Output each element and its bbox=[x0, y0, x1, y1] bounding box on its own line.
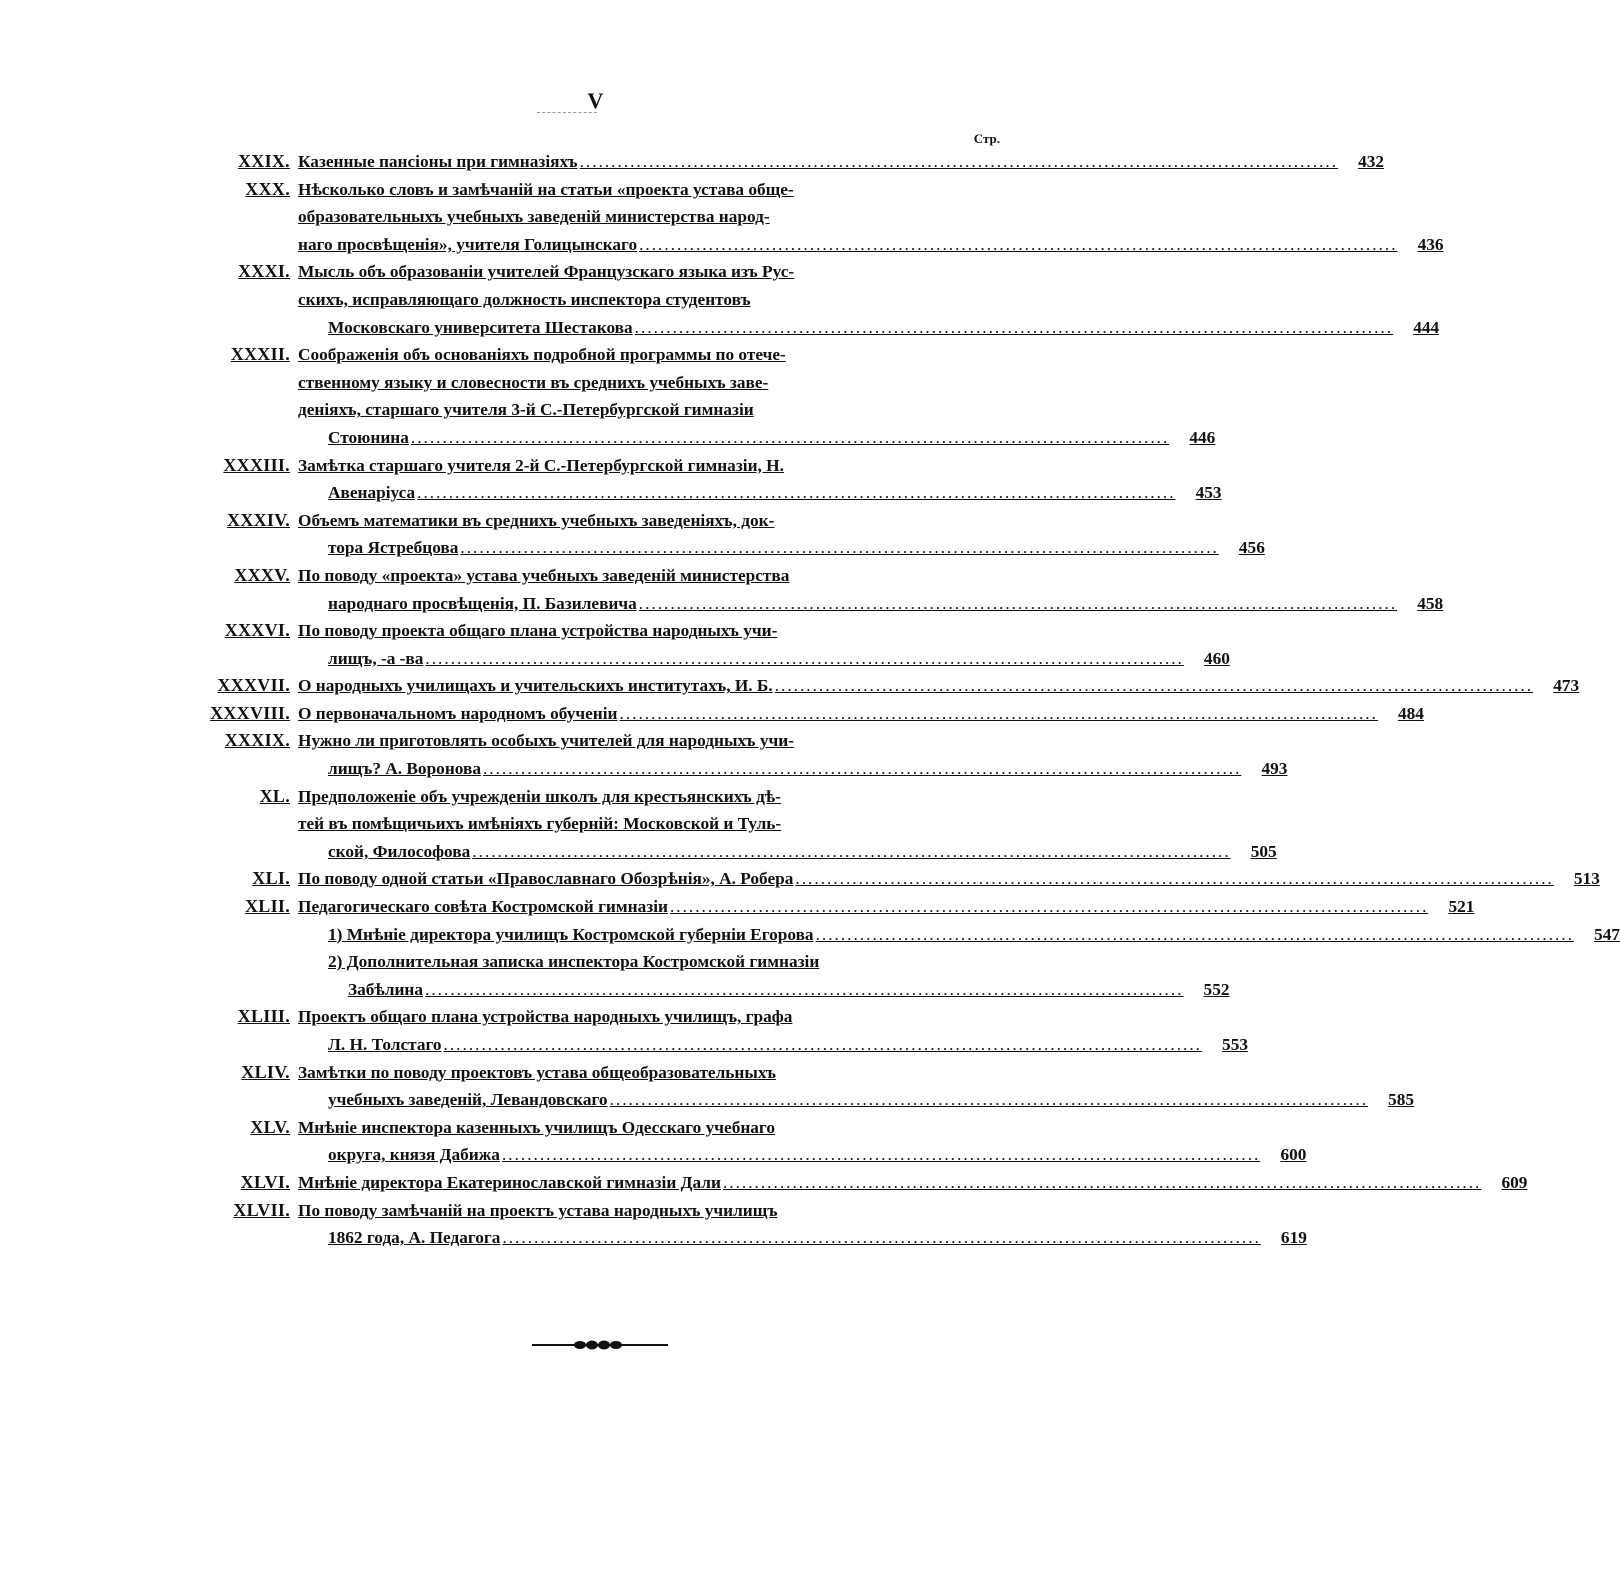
entry-number: XL. bbox=[259, 785, 290, 806]
entry-line bbox=[298, 1169, 1528, 1197]
entry-line bbox=[298, 893, 1475, 921]
entry-title-text: Л. Н. Толстаго bbox=[328, 1035, 442, 1054]
entry-line bbox=[298, 314, 1440, 342]
dot-leader: ........................................................................................................................ bbox=[502, 1228, 1261, 1248]
page-reference: 552 bbox=[1203, 979, 1230, 999]
dot-leader: ........................................................................................................................ bbox=[410, 427, 1170, 447]
entry-title-text: 2) Дополнительная записка инспектора Костромской гимназіи bbox=[328, 952, 820, 972]
dot-leader: ........................................................................................................................ bbox=[609, 1090, 1369, 1110]
entry-line bbox=[298, 1031, 1248, 1059]
entry-number: XXXI. bbox=[237, 261, 290, 282]
entry-body bbox=[298, 176, 1444, 259]
entry-line bbox=[298, 921, 1620, 949]
entry-line bbox=[298, 672, 1580, 700]
toc-entry bbox=[190, 617, 1230, 672]
end-ornament bbox=[530, 1337, 670, 1353]
dot-leader: ........................................................................................................................ bbox=[815, 924, 1574, 944]
entry-title-text: образовательныхъ учебныхъ заведеній министерства народ- bbox=[298, 207, 770, 227]
dot-leader: ........................................................................................................................ bbox=[619, 703, 1378, 723]
entry-line bbox=[298, 452, 1000, 480]
entry-body bbox=[298, 1003, 1248, 1058]
entry-title-text: Нѣсколько словъ и замѣчаній на статьи «проекта устава обще- bbox=[298, 179, 794, 199]
entry-title-text: Казенные пансіоны при гимназіяхъ bbox=[298, 152, 578, 171]
entry-body bbox=[298, 783, 1277, 866]
dot-leader: ........................................................................................................................ bbox=[443, 1035, 1202, 1054]
entry-title-text: По поводу проекта общаго плана устройства народныхъ учи- bbox=[298, 621, 778, 641]
page-reference: 513 bbox=[1573, 869, 1600, 889]
page-reference: 458 bbox=[1417, 593, 1444, 613]
entry-title-text: Замѣтки по поводу проектовъ устава общеобразовательныхъ bbox=[298, 1062, 776, 1082]
entry-line bbox=[298, 1114, 1000, 1142]
entry-line bbox=[298, 562, 1000, 590]
entry-body bbox=[298, 562, 1444, 617]
dot-leader: ........................................................................................................................ bbox=[634, 317, 1394, 337]
entry-line bbox=[298, 1086, 1415, 1114]
entry-title-text: Нужно ли приготовлять особыхъ учителей для народныхъ учи- bbox=[298, 731, 794, 751]
entry-line bbox=[298, 1141, 1307, 1169]
entry-number: XXXVIII. bbox=[210, 702, 290, 723]
toc-entry bbox=[190, 1003, 1248, 1058]
entry-title-text: учебныхъ заведеній, Левандовскаго bbox=[328, 1090, 608, 1110]
page-reference: 460 bbox=[1203, 648, 1230, 668]
entry-line bbox=[298, 148, 1385, 176]
entry-line bbox=[298, 865, 1600, 893]
entry-number: XXXII. bbox=[230, 344, 290, 365]
entry-line bbox=[298, 176, 1000, 204]
entry-body bbox=[298, 148, 1385, 176]
toc-entry bbox=[190, 507, 1265, 562]
entry-number: XXX. bbox=[245, 178, 290, 199]
entry-body bbox=[298, 341, 1216, 451]
entry-line bbox=[298, 479, 1222, 507]
toc-entry bbox=[190, 148, 1385, 176]
entry-title-text: лищъ? А. Воронова bbox=[328, 759, 481, 779]
entry-title-text: тей въ помѣщичьихъ имѣніяхъ губерній: Московской и Туль- bbox=[298, 814, 782, 834]
page-reference: 453 bbox=[1195, 483, 1222, 503]
entry-number: XXIX. bbox=[237, 151, 290, 171]
entry-line bbox=[298, 976, 1230, 1004]
entry-number: XLI. bbox=[252, 868, 290, 889]
entry-line bbox=[298, 341, 1000, 369]
entry-body bbox=[298, 727, 1288, 782]
entry-line bbox=[298, 755, 1288, 783]
toc-entry bbox=[190, 893, 1620, 1003]
entry-number: XLVI. bbox=[240, 1171, 290, 1192]
dot-leader: ........................................................................................................................ bbox=[722, 1172, 1482, 1192]
entry-line bbox=[298, 617, 1000, 645]
entry-title-text: Проектъ общаго плана устройства народныхъ училищъ, графа bbox=[298, 1007, 793, 1027]
entry-title-text: Мнѣніе директора Екатеринославской гимназіи Дали bbox=[298, 1172, 721, 1192]
entry-title-text: Замѣтка старшаго учителя 2-й С.-Петербургской гимназіи, Н. bbox=[298, 455, 784, 475]
page-reference: 547 bbox=[1594, 924, 1620, 944]
entry-title-text: Педагогическаго совѣта Костромской гимназіи bbox=[298, 897, 668, 917]
entry-number: XLII. bbox=[244, 896, 290, 917]
entry-title-text: По поводу замѣчаній на проектъ устава народныхъ училищъ bbox=[298, 1200, 778, 1220]
entry-body bbox=[298, 617, 1230, 672]
entry-body bbox=[298, 507, 1265, 562]
ornament-dot bbox=[586, 1341, 598, 1350]
entry-line bbox=[298, 727, 1000, 755]
page-reference: 456 bbox=[1238, 538, 1265, 558]
dot-leader: ........................................................................................................................ bbox=[579, 152, 1339, 171]
toc-entry bbox=[190, 783, 1277, 866]
entry-body bbox=[298, 1059, 1415, 1114]
entry-title-text: наго просвѣщенія», учителя Голицынскаго bbox=[298, 234, 638, 254]
entry-title-text: ственному языку и словесности въ среднихъ учебныхъ заве- bbox=[298, 372, 769, 392]
ornament-dot bbox=[610, 1341, 622, 1349]
dot-leader: ........................................................................................................................ bbox=[417, 483, 1176, 503]
header-rule bbox=[537, 112, 597, 113]
entry-line bbox=[298, 590, 1444, 618]
entry-line bbox=[298, 231, 1444, 259]
toc-entry bbox=[190, 700, 1424, 728]
entry-number: XLIV. bbox=[241, 1061, 290, 1082]
dot-leader: ........................................................................................................................ bbox=[501, 1145, 1261, 1165]
entry-body bbox=[298, 700, 1424, 728]
page-column-header: Стр. bbox=[973, 131, 1000, 146]
toc-entry bbox=[190, 1169, 1528, 1197]
page-reference: 600 bbox=[1280, 1145, 1307, 1165]
page-reference: 432 bbox=[1358, 152, 1385, 171]
entry-title-text: Стоюнина bbox=[328, 427, 409, 447]
entry-line bbox=[298, 783, 1000, 811]
entry-title-text: Мысль объ образованіи учителей Французскаго языка изъ Рус- bbox=[298, 262, 795, 282]
entry-number: XLVII. bbox=[233, 1199, 290, 1220]
entry-number: XLV. bbox=[250, 1116, 290, 1137]
entry-number: XXXV. bbox=[234, 564, 290, 585]
toc-entry bbox=[190, 562, 1444, 617]
entry-number: XXXIV. bbox=[227, 509, 290, 530]
entry-line bbox=[298, 396, 1000, 424]
entry-line bbox=[298, 203, 1000, 231]
entry-line bbox=[298, 258, 1000, 286]
entry-number: XXXVII. bbox=[217, 675, 290, 696]
entry-body bbox=[298, 672, 1580, 700]
dot-leader: ........................................................................................................................ bbox=[425, 979, 1184, 999]
toc-entry bbox=[190, 865, 1600, 893]
entry-body bbox=[298, 1197, 1307, 1252]
entry-line bbox=[298, 369, 1000, 397]
table-of-contents bbox=[190, 130, 1620, 1252]
entry-title-text: Московскаго университета Шестакова bbox=[328, 317, 633, 337]
toc-entry bbox=[190, 176, 1444, 259]
entry-title-text: лищъ, -а -ва bbox=[328, 648, 424, 668]
toc-entry bbox=[190, 1114, 1307, 1169]
entry-line bbox=[298, 534, 1265, 562]
entry-title-text: О народныхъ училищахъ и учительскихъ институтахъ, И. Б. bbox=[298, 676, 773, 696]
page-reference: 446 bbox=[1189, 427, 1216, 447]
entry-title-text: деніяхъ, старшаго учителя 3-й С.-Петербургской гимназіи bbox=[298, 400, 754, 420]
entry-body bbox=[298, 1114, 1307, 1169]
entry-line bbox=[298, 1224, 1307, 1252]
entry-title-text: Предположеніе объ учрежденіи школъ для крестьянскихъ дѣ- bbox=[298, 786, 781, 806]
page-reference: 493 bbox=[1261, 759, 1288, 779]
entry-title-text: Забѣлина bbox=[348, 979, 424, 999]
entry-title-text: народнаго просвѣщенія, П. Базилевича bbox=[328, 593, 637, 613]
dot-leader: ........................................................................................................................ bbox=[638, 593, 1398, 613]
entry-line bbox=[298, 810, 1000, 838]
entry-line bbox=[298, 1003, 1000, 1031]
dot-leader: ........................................................................................................................ bbox=[795, 869, 1554, 889]
entry-number: XLIII. bbox=[237, 1006, 290, 1027]
entry-title-text: ской, Философова bbox=[328, 841, 471, 861]
toc-entries bbox=[190, 148, 1620, 1252]
entry-title-text: О первоначальномъ народномъ обученіи bbox=[298, 703, 618, 723]
entry-number: XXXIX. bbox=[224, 730, 290, 751]
toc-entry bbox=[190, 452, 1222, 507]
entry-line bbox=[298, 424, 1216, 452]
entry-body bbox=[298, 893, 1620, 1003]
dot-leader: ........................................................................................................................ bbox=[460, 538, 1219, 558]
entry-line bbox=[298, 700, 1424, 728]
entry-title-text: 1862 года, А. Педагога bbox=[328, 1228, 501, 1248]
toc-entry bbox=[190, 727, 1288, 782]
dot-leader: ........................................................................................................................ bbox=[774, 676, 1534, 696]
entry-title-text: Соображенія объ основаніяхъ подробной программы по отече- bbox=[298, 345, 786, 365]
entry-title-text: 1) Мнѣніе директора училищъ Костромской губерніи Егорова bbox=[328, 924, 814, 944]
page-number: V bbox=[587, 88, 604, 113]
dot-leader: ........................................................................................................................ bbox=[639, 234, 1398, 254]
entry-title-text: округа, князя Дабижа bbox=[328, 1145, 500, 1165]
page-reference: 553 bbox=[1222, 1035, 1248, 1054]
entry-body bbox=[298, 865, 1600, 893]
page-reference: 473 bbox=[1553, 676, 1580, 696]
entry-title-text: скихъ, исправляющаго должность инспектора студентовъ bbox=[298, 289, 751, 309]
entry-line bbox=[298, 948, 1000, 976]
entry-title-text: Мнѣніе инспектора казенныхъ училищъ Одесскаго учебнаго bbox=[298, 1117, 775, 1137]
entry-line bbox=[298, 1197, 1000, 1225]
entry-body bbox=[298, 1169, 1528, 1197]
entry-line bbox=[298, 286, 1000, 314]
entry-title-text: Объемъ математики въ среднихъ учебныхъ заведеніяхъ, док- bbox=[298, 510, 775, 530]
toc-entry bbox=[190, 341, 1216, 451]
page-reference: 436 bbox=[1417, 234, 1444, 254]
page-reference: 609 bbox=[1501, 1172, 1528, 1192]
entry-body bbox=[298, 258, 1440, 341]
entry-title-text: тора Ястребцова bbox=[328, 538, 459, 558]
page-reference: 444 bbox=[1413, 317, 1440, 337]
page-reference: 585 bbox=[1388, 1090, 1415, 1110]
toc-entry bbox=[190, 258, 1440, 341]
entry-title-text: По поводу «проекта» устава учебныхъ заведеній министерства bbox=[298, 565, 790, 585]
toc-entry bbox=[190, 1197, 1307, 1252]
ornament-dot bbox=[574, 1341, 586, 1349]
dot-leader: ........................................................................................................................ bbox=[669, 897, 1429, 917]
dot-leader: ........................................................................................................................ bbox=[482, 759, 1242, 779]
entry-body bbox=[298, 452, 1222, 507]
entry-line bbox=[298, 1059, 1000, 1087]
entry-number: XXXVI. bbox=[224, 620, 290, 641]
dot-leader: ........................................................................................................................ bbox=[472, 841, 1231, 861]
toc-entry bbox=[190, 672, 1580, 700]
dot-leader: ........................................................................................................................ bbox=[425, 648, 1184, 668]
entry-title-text: Авенаріуса bbox=[328, 483, 416, 503]
ornament-dot bbox=[598, 1341, 610, 1350]
entry-title-text: По поводу одной статьи «Православнаго Обозрѣнія», А. Робера bbox=[298, 869, 794, 889]
page-reference: 619 bbox=[1280, 1228, 1307, 1248]
entry-line bbox=[298, 507, 1000, 535]
page-reference: 484 bbox=[1398, 703, 1424, 723]
entry-number: XXXIII. bbox=[223, 454, 290, 475]
entry-line bbox=[298, 838, 1277, 866]
page-reference: 505 bbox=[1250, 841, 1277, 861]
entry-line bbox=[298, 645, 1230, 673]
toc-entry bbox=[190, 1059, 1415, 1114]
page-reference: 521 bbox=[1448, 897, 1475, 917]
